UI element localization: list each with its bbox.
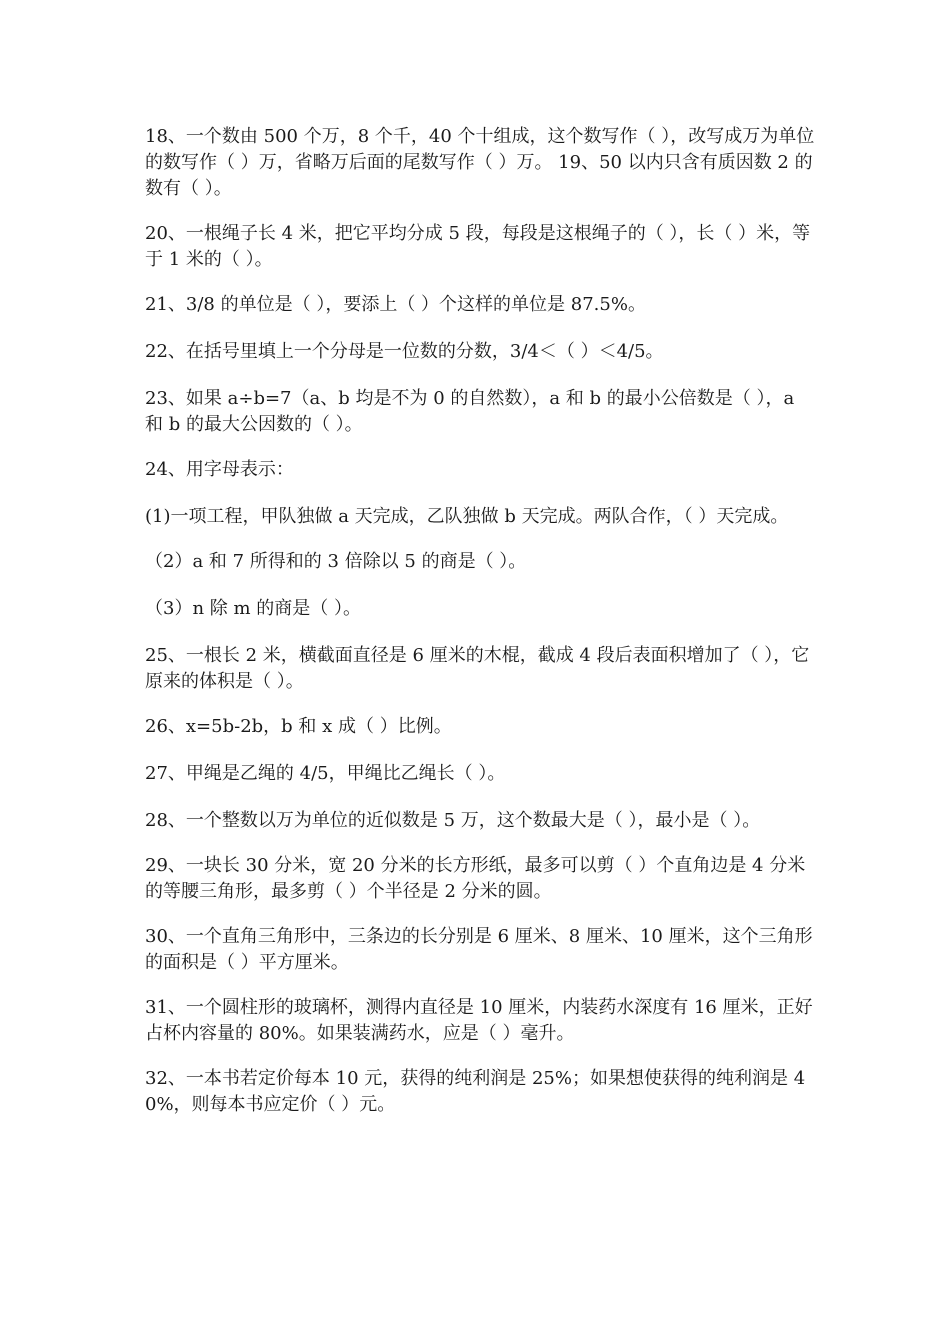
question-21: 21、3/8 的单位是（ ），要添上（ ）个这样的单位是 87.5%。 [145, 294, 646, 315]
question-28: 28、一个整数以万为单位的近似数是 5 万，这个数最大是（ ），最小是（ ）。 [145, 810, 761, 831]
question-23: 23、如果 a÷b=7（a、b 均是不为 0 的自然数），a 和 b 的最小公倍数是（ ），a 和 b 的最大公因数的（ ）。 [145, 388, 795, 435]
question-29: 29、一块长 30 分米，宽 20 分米的长方形纸，最多可以剪（ ）个直角边是 4 分米的等腰三角形，最多剪（ ）个半径是 2 分米的圆。 [145, 855, 806, 902]
question-18-19: 18、一个数由 500 个万，8 个千，40 个十组成，这个数写作（ ），改写成万为单位的数写作（ ）万，省略万后面的尾数写作（ ）万。 19、50 以内只含有质因数 2 的数有（ ）。 [145, 126, 815, 199]
question-24-part-1: (1)一项工程，甲队独做 a 天完成，乙队独做 b 天完成。两队合作，（ ）天完成。 [145, 506, 789, 527]
question-24: 24、用字母表示： [145, 459, 294, 480]
question-22: 22、在括号里填上一个分母是一位数的分数，3/4＜（ ）＜4/5。 [145, 341, 664, 362]
question-31: 31、一个圆柱形的玻璃杯，测得内直径是 10 厘米，内装药水深度有 16 厘米，正好占杯内容量的 80%。如果装满药水，应是（ ）毫升。 [145, 997, 813, 1044]
question-26: 26、x=5b-2b，b 和 x 成（ ）比例。 [145, 716, 452, 737]
question-20: 20、一根绳子长 4 米，把它平均分成 5 段，每段是这根绳子的（ ），长（ ）米，等于 1 米的（ ）。 [145, 223, 811, 270]
question-24-part-3: （3）n 除 m 的商是（ ）。 [145, 598, 361, 619]
question-32: 32、一本书若定价每本 10 元，获得的纯利润是 25%；如果想使获得的纯利润是 40%，则每本书应定价（ ）元。 [145, 1068, 806, 1115]
worksheet-page [145, 124, 815, 1137]
question-25: 25、一根长 2 米，横截面直径是 6 厘米的木棍，截成 4 段后表面积增加了（ ），它原来的体积是（ ）。 [145, 645, 810, 692]
question-30: 30、一个直角三角形中，三条边的长分别是 6 厘米、8 厘米、10 厘米，这个三角形的面积是（ ）平方厘米。 [145, 926, 813, 973]
question-24-part-2: （2）a 和 7 所得和的 3 倍除以 5 的商是（ ）。 [145, 551, 527, 572]
question-27: 27、甲绳是乙绳的 4/5，甲绳比乙绳长（ ）。 [145, 763, 506, 784]
